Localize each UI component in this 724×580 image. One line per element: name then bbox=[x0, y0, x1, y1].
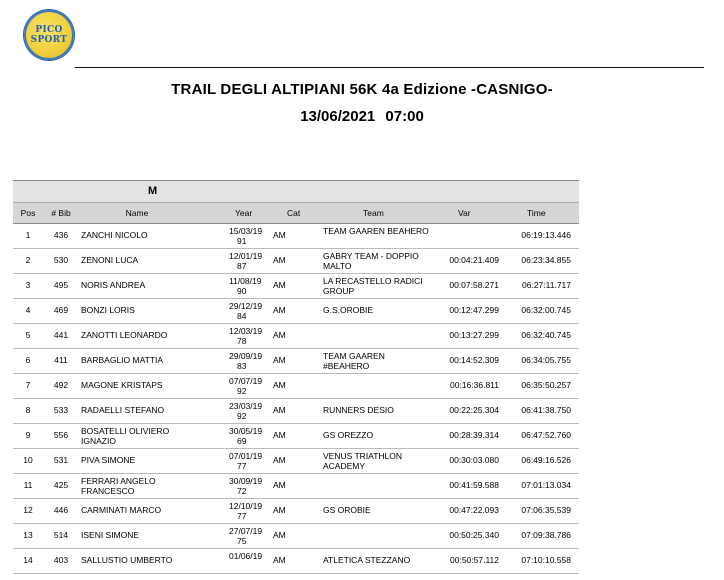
cell-year bbox=[229, 476, 265, 496]
logo-text-line2: SPORT bbox=[30, 35, 68, 45]
cell-year-short: 91 bbox=[237, 236, 247, 246]
cell-time: 06:47:52.760 bbox=[521, 430, 571, 440]
table-row bbox=[13, 249, 579, 274]
header-name: Name bbox=[125, 208, 149, 218]
cell-var: 00:07:58.271 bbox=[449, 280, 499, 290]
header-year: Year bbox=[235, 208, 253, 218]
cell-year-date: 29/09/19 bbox=[229, 351, 263, 361]
cell-var: 00:30:03.080 bbox=[449, 455, 499, 465]
header-bib: # Bib bbox=[51, 208, 71, 218]
cell-time: 06:23:34.855 bbox=[521, 255, 571, 265]
pico-sport-logo bbox=[24, 10, 74, 60]
cell-year bbox=[229, 551, 265, 561]
results-table bbox=[13, 180, 579, 574]
header-cat: Cat bbox=[287, 208, 301, 218]
header-team: Team bbox=[363, 208, 384, 218]
cell-var: 00:13:27.299 bbox=[449, 330, 499, 340]
cell-team: ATLETICA STEZZANO bbox=[323, 555, 411, 565]
cell-year-date: 27/07/19 bbox=[229, 526, 263, 536]
cell-var: 00:41:59.588 bbox=[449, 480, 499, 490]
cell-pos: 11 bbox=[23, 480, 33, 490]
cell-cat: AM bbox=[273, 430, 286, 440]
cell-cat: AM bbox=[273, 555, 286, 565]
cell-var: 00:28:39.314 bbox=[449, 430, 499, 440]
header-time: Time bbox=[527, 208, 546, 218]
cell-name: BARBAGLIO MATTIA bbox=[81, 355, 164, 365]
cell-time: 06:35:50.257 bbox=[521, 380, 571, 390]
cell-bib: 425 bbox=[53, 480, 69, 490]
cell-cat: AM bbox=[273, 480, 286, 490]
cell-year-short: 69 bbox=[237, 436, 247, 446]
cell-team: RUNNERS DESIO bbox=[323, 405, 394, 415]
cell-year-date: 30/05/19 bbox=[229, 426, 263, 436]
cell-year bbox=[229, 376, 265, 396]
cell-pos: 13 bbox=[23, 530, 33, 540]
cell-year-short: 75 bbox=[237, 536, 247, 546]
cell-year bbox=[229, 251, 265, 271]
cell-name: CARMINATI MARCO bbox=[81, 505, 162, 515]
cell-cat: AM bbox=[273, 280, 286, 290]
cell-bib: 514 bbox=[53, 530, 69, 540]
cell-cat: AM bbox=[273, 255, 286, 265]
cell-bib: 495 bbox=[53, 280, 69, 290]
cell-cat: AM bbox=[273, 380, 286, 390]
cell-pos: 4 bbox=[25, 305, 31, 315]
cell-year-date: 12/01/19 bbox=[229, 251, 263, 261]
cell-year-short: 72 bbox=[237, 486, 247, 496]
cell-team: GABRY TEAM - DOPPIO MALTO bbox=[323, 251, 419, 271]
cell-year-date: 12/03/19 bbox=[229, 326, 263, 336]
cell-name: PIVA SIMONE bbox=[81, 455, 136, 465]
table-row bbox=[13, 474, 579, 499]
cell-cat: AM bbox=[273, 330, 286, 340]
cell-cat: AM bbox=[273, 230, 286, 240]
cell-var: 00:12:47.299 bbox=[449, 305, 499, 315]
header-var: Var bbox=[458, 208, 471, 218]
cell-name: BOSATELLI OLIVIERO IGNAZIO bbox=[81, 426, 170, 446]
cell-name: ZANOTTI LEONARDO bbox=[81, 330, 168, 340]
cell-year-date: 23/03/19 bbox=[229, 401, 263, 411]
cell-year bbox=[229, 526, 265, 546]
cell-year-short: 83 bbox=[237, 361, 247, 371]
cell-name: ISENI SIMONE bbox=[81, 530, 140, 540]
cell-year-date: 12/10/19 bbox=[229, 501, 263, 511]
table-row bbox=[13, 449, 579, 474]
cell-team: GS OROBIE bbox=[323, 505, 371, 515]
table-row bbox=[13, 399, 579, 424]
cell-pos: 2 bbox=[25, 255, 31, 265]
cell-time: 06:32:00.745 bbox=[521, 305, 571, 315]
cell-pos: 1 bbox=[25, 230, 31, 240]
cell-time: 07:06:35.539 bbox=[521, 505, 571, 515]
cell-year bbox=[229, 401, 265, 421]
cell-name: SALLUSTIO UMBERTO bbox=[81, 555, 173, 565]
cell-year-date: 07/01/19 bbox=[229, 451, 263, 461]
cell-time: 06:19:13.446 bbox=[521, 230, 571, 240]
cell-var: 00:14:52.309 bbox=[449, 355, 499, 365]
table-row bbox=[13, 374, 579, 399]
table-row bbox=[13, 524, 579, 549]
cell-name: ZANCHI NICOLO bbox=[81, 230, 148, 240]
table-row bbox=[13, 349, 579, 374]
cell-time: 07:10:10.558 bbox=[521, 555, 571, 565]
cell-name: BONZI LORIS bbox=[81, 305, 135, 315]
header-pos: Pos bbox=[20, 208, 36, 218]
cell-year-short: 87 bbox=[237, 261, 247, 271]
cell-year-date: 07/07/19 bbox=[229, 376, 263, 386]
table-row bbox=[13, 549, 579, 574]
cell-team: TEAM GAAREN BEAHERO bbox=[323, 226, 429, 236]
cell-team: VENUS TRIATHLON ACADEMY bbox=[323, 451, 403, 471]
cell-bib: 411 bbox=[54, 355, 68, 365]
cell-cat: AM bbox=[273, 530, 286, 540]
cell-time: 06:41:38.750 bbox=[521, 405, 571, 415]
cell-year-date: 15/03/19 bbox=[229, 226, 263, 236]
cell-cat: AM bbox=[273, 355, 286, 365]
cell-time: 07:01:13.034 bbox=[521, 480, 571, 490]
cell-year bbox=[229, 226, 265, 246]
logo-text-line1: PICO bbox=[35, 25, 63, 35]
cell-bib: 446 bbox=[53, 505, 69, 515]
cell-bib: 403 bbox=[53, 555, 69, 565]
cell-var: 00:16:36.811 bbox=[450, 380, 499, 390]
cell-year-date: 11/08/19 bbox=[229, 276, 262, 286]
cell-team: GS OREZZO bbox=[323, 430, 374, 440]
table-row bbox=[13, 274, 579, 299]
cell-pos: 12 bbox=[23, 505, 33, 515]
table-row bbox=[13, 324, 579, 349]
cell-name: MAGONE KRISTAPS bbox=[81, 380, 163, 390]
cell-name: RADAELLI STEFANO bbox=[81, 405, 165, 415]
table-body bbox=[13, 224, 579, 574]
cell-year-short: 77 bbox=[237, 511, 247, 521]
table-header-row bbox=[13, 203, 579, 224]
cell-pos: 6 bbox=[25, 355, 31, 365]
cell-time: 06:32:40.745 bbox=[521, 330, 571, 340]
page-title: TRAIL DEGLI ALTIPIANI 56K 4a Edizione -CASNIGO- bbox=[171, 81, 553, 98]
cell-pos: 7 bbox=[25, 380, 31, 390]
cell-year-short: 77 bbox=[237, 461, 247, 471]
cell-year-short: 92 bbox=[237, 411, 247, 421]
cell-bib: 533 bbox=[53, 405, 69, 415]
cell-team: G.S.OROBIE bbox=[323, 305, 374, 315]
cell-var: 00:22:25.304 bbox=[449, 405, 499, 415]
cell-time: 07:09:38.786 bbox=[521, 530, 571, 540]
cell-var: 00:47:22.093 bbox=[449, 505, 499, 515]
cell-time: 06:49:16.526 bbox=[521, 455, 571, 465]
cell-bib: 469 bbox=[53, 305, 69, 315]
cell-bib: 531 bbox=[53, 455, 69, 465]
cell-name: FERRARI ANGELO FRANCESCO bbox=[81, 476, 156, 496]
cell-year-date: 29/12/19 bbox=[229, 301, 263, 311]
cell-cat: AM bbox=[273, 305, 286, 315]
cell-year bbox=[229, 326, 265, 346]
cell-pos: 14 bbox=[23, 555, 33, 565]
cell-bib: 441 bbox=[53, 330, 69, 340]
cell-year-date: 30/09/19 bbox=[229, 476, 263, 486]
cell-year bbox=[229, 351, 265, 371]
cell-var: 00:04:21.409 bbox=[449, 255, 499, 265]
cell-pos: 10 bbox=[23, 455, 33, 465]
cell-pos: 5 bbox=[25, 330, 31, 340]
cell-year-date: 01/06/19 bbox=[229, 551, 263, 561]
cell-year bbox=[229, 451, 265, 471]
cell-pos: 8 bbox=[25, 405, 31, 415]
cell-time: 06:34:05.755 bbox=[521, 355, 571, 365]
cell-cat: AM bbox=[273, 505, 286, 515]
cell-pos: 3 bbox=[25, 280, 31, 290]
table-row bbox=[13, 299, 579, 324]
cell-year bbox=[229, 501, 265, 521]
gender-label: M bbox=[148, 185, 158, 197]
gender-group-header bbox=[13, 181, 579, 203]
page-subtitle: 13/06/2021 07:00 bbox=[300, 108, 424, 125]
header-divider bbox=[75, 67, 704, 68]
cell-var: 00:50:25.340 bbox=[449, 530, 499, 540]
cell-year bbox=[229, 426, 265, 446]
cell-name: NORIS ANDREA bbox=[81, 280, 146, 290]
table-row bbox=[13, 224, 579, 249]
cell-year bbox=[229, 276, 265, 296]
table-row bbox=[13, 499, 579, 524]
cell-cat: AM bbox=[273, 455, 286, 465]
cell-year bbox=[229, 301, 265, 321]
cell-name: ZENONI LUCA bbox=[81, 255, 139, 265]
cell-team: TEAM GAAREN #BEAHERO bbox=[323, 351, 385, 371]
cell-year-short: 84 bbox=[237, 311, 247, 321]
cell-bib: 556 bbox=[53, 430, 69, 440]
cell-bib: 530 bbox=[53, 255, 69, 265]
table-row bbox=[13, 424, 579, 449]
cell-bib: 436 bbox=[53, 230, 69, 240]
cell-team: LA RECASTELLO RADICI GROUP bbox=[323, 276, 423, 296]
cell-cat: AM bbox=[273, 405, 286, 415]
cell-year-short: 90 bbox=[237, 286, 247, 296]
cell-year-short: 92 bbox=[237, 386, 247, 396]
cell-pos: 9 bbox=[25, 430, 31, 440]
cell-year-short: 78 bbox=[237, 336, 247, 346]
cell-var: 00:50:57.112 bbox=[450, 555, 499, 565]
cell-time: 06:27:11.717 bbox=[522, 280, 571, 290]
cell-bib: 492 bbox=[53, 380, 69, 390]
